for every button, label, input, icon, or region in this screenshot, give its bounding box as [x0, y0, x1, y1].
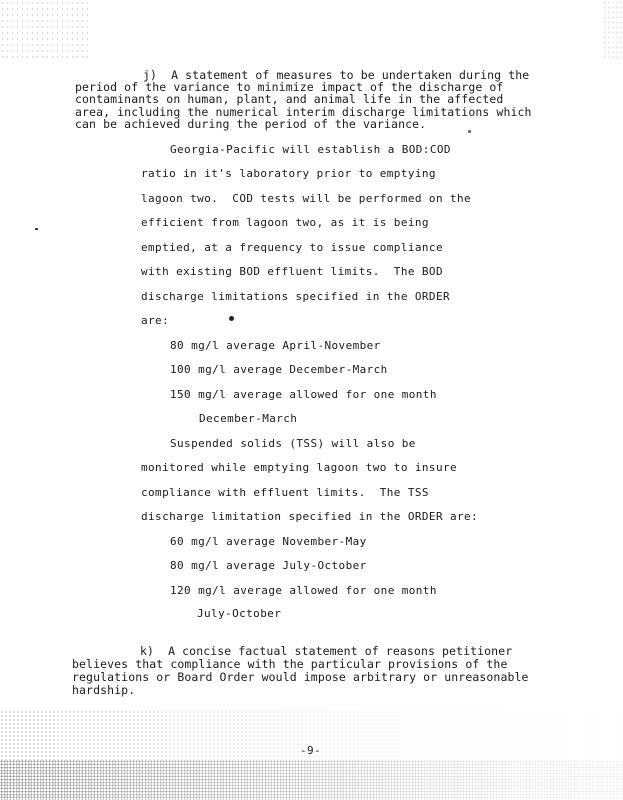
tss-limit-4: July-October	[197, 607, 282, 620]
section-j-line-2: period of the variance to minimize impact of the discharge of	[75, 80, 504, 94]
bod-line-2: ratio in it's laboratory prior to emptying	[141, 167, 436, 180]
bod-line-4: efficient from lagoon two, as it is being	[141, 216, 429, 229]
bod-limit-4: December-March	[199, 412, 298, 425]
tss-limit-3: 120 mg/l average allowed for one month	[170, 584, 437, 597]
page-number: -9-	[300, 744, 322, 757]
section-k-line-1: k) A concise factual statement of reasons petitioner	[140, 644, 513, 658]
scan-noise-top	[0, 0, 90, 60]
bod-line-3: lagoon two. COD tests will be performed on the	[141, 192, 472, 205]
stray-mark	[468, 130, 471, 133]
bod-limit-2: 100 mg/l average December-March	[170, 363, 388, 376]
ink-speck	[229, 316, 234, 321]
tss-limit-1: 60 mg/l average November-May	[170, 535, 367, 548]
section-j-line-3: contaminants on human, plant, and animal life in the affected	[75, 92, 504, 106]
section-k-line-4: hardship.	[72, 683, 136, 697]
tss-limit-2: 80 mg/l average July-October	[170, 559, 367, 572]
bod-line-6: with existing BOD effluent limits. The BOD	[141, 265, 443, 278]
section-k-line-3: regulations or Board Order would impose arbitrary or unreasonable	[72, 670, 529, 684]
section-k-line-2: believes that compliance with the particular provisions of the	[72, 657, 508, 671]
scan-noise-right	[603, 0, 623, 60]
scan-noise-bottom-dense	[0, 760, 623, 800]
stray-mark	[35, 228, 38, 230]
tss-line-3: compliance with effluent limits. The TSS	[141, 486, 429, 499]
section-j-line-1: j) A statement of measures to be undertaken during the	[143, 68, 530, 82]
bod-limit-3: 150 mg/l average allowed for one month	[170, 388, 437, 401]
bod-line-5: emptied, at a frequency to issue compliance	[141, 241, 443, 254]
tss-line-2: monitored while emptying lagoon two to insure	[141, 461, 458, 474]
bod-line-8: are:	[141, 314, 170, 327]
section-j-line-4: area, including the numerical interim discharge limitations which	[75, 105, 532, 119]
section-j-line-5: can be achieved during the period of the variance.	[75, 117, 427, 131]
tss-line-1: Suspended solids (TSS) will also be	[170, 437, 416, 450]
tss-line-4: discharge limitation specified in the ORDER are:	[141, 510, 479, 523]
bod-line-1: Georgia-Pacific will establish a BOD:COD	[170, 143, 451, 156]
bod-limit-1: 80 mg/l average April-November	[170, 339, 381, 352]
bod-line-7: discharge limitations specified in the ORDER	[141, 290, 450, 303]
